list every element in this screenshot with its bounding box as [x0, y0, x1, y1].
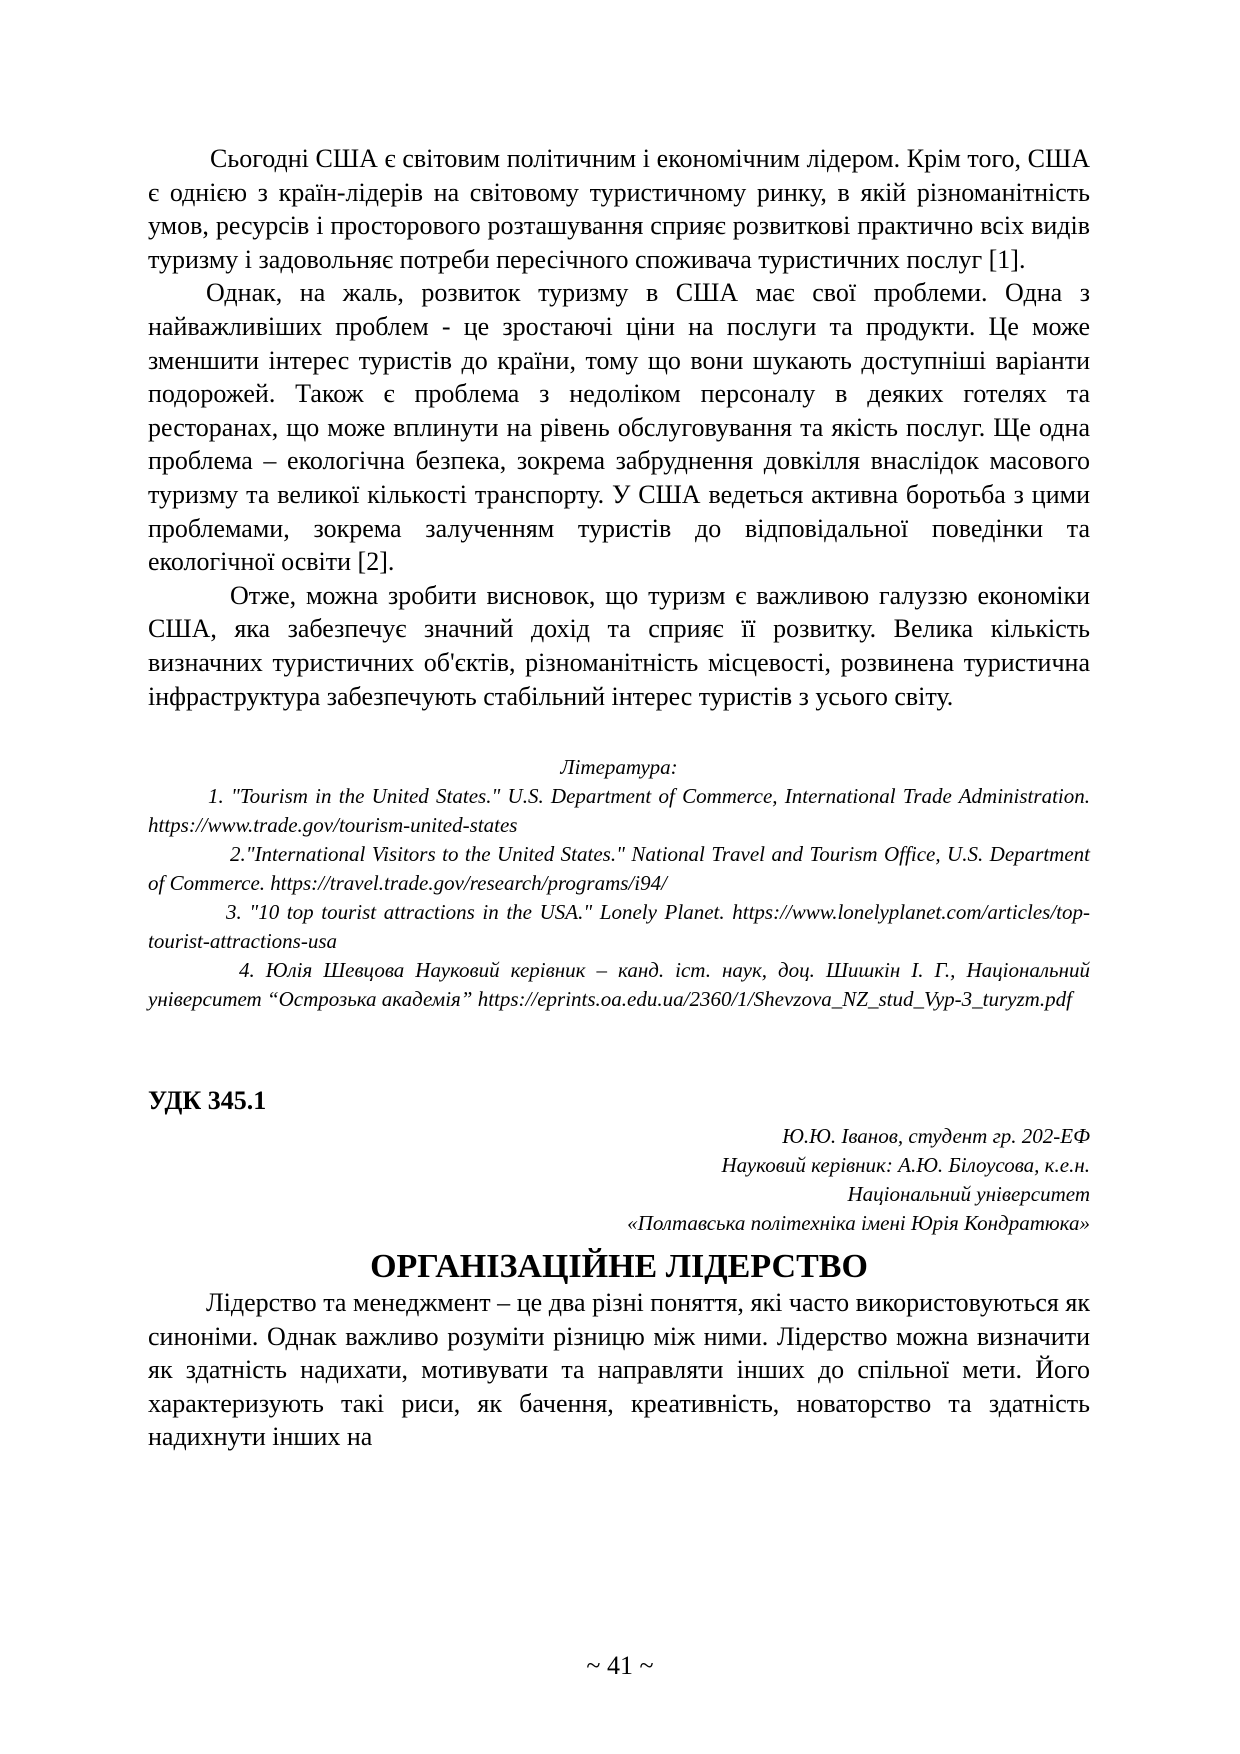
reference-item: 2."International Visitors to the United States." National Travel and Tourism Office, U.S. Department of Commerce. https://travel.trade.gov/research/programs/i94/ [148, 842, 1090, 896]
reference-item: 4. Юлія Шевцова Науковий керівник – канд. іст. наук, доц. Шишкін І. Г., Національний університет “Острозька академія” https://eprints.oa.edu.ua/2360/1/Shevzova_NZ_stud_Vyp-3_turyzm.pdf [148, 958, 1090, 1012]
reference-item: 1. "Tourism in the United States." U.S. Department of Commerce, International Trade Administration. https://www.trade.gov/tourism-united-states [148, 784, 1090, 838]
body-paragraph-1: Сьогодні США є світовим політичним і економічним лідером. Крім того, США є однією з країн-лідерів на світовому туристичному ринку, в якій різноманітність умов, ресурсів і просторового розташування сприяє розвиткові практично всіх видів туризму і задовольняє потреби пересічного споживача туристичних послуг [1]. [148, 144, 1090, 274]
body-paragraph-3: Отже, можна зробити висновок, що туризм є важливою галуззю економіки США, яка забезпечує значний дохід та сприяє її розвитку. Велика кількість визначних туристичних об'єктів, різноманітність місцевості, розвинена туристична інфраструктура забезпечують стабільний інтерес туристів з усього світу. [148, 580, 1090, 711]
university-line: Національний університет [847, 1182, 1090, 1207]
university-name-line: «Полтавська політехніка імені Юрія Кондратюка» [627, 1211, 1090, 1236]
body-paragraph-2: Однак, на жаль, розвиток туризму в США має свої проблеми. Одна з найважливіших проблем - це зростаючі ціни на послуги та продукти. Це може зменшити інтерес туристів до країни, тому що вони шукають доступніші варіанти подорожей. Також є проблема з недоліком персоналу в деяких готелях та ресторанах, що може вплинути на рівень обслуговування та якість послуг. Ще одна проблема – екологічна безпека, зокрема забруднення довкілля внаслідок масового туризму та великої кількості транспорту. У США ведеться активна боротьба з цими проблемами, зокрема залученням туристів до відповідальної поведінки та екологічної освіти [2]. [148, 278, 1090, 577]
references-section [148, 753, 1090, 1014]
article-title: ОРГАНІЗАЦІЙНЕ ЛІДЕРСТВО [370, 1248, 868, 1286]
author-block [148, 1122, 1090, 1238]
reference-item: 3. "10 top tourist attractions in the USA." Lonely Planet. https://www.lonelyplanet.com/articles/top-tourist-attractions-usa [148, 900, 1090, 954]
article-paragraph: Лідерство та менеджмент – це два різні поняття, які часто використовуються як синоніми. Однак важливо розуміти різницю між ними. Лідерство можна визначити як здатність надихати, мотивувати та направляти інших до спільної мети. Його характеризують такі риси, як бачення, креативність, новаторство та здатність надихнути інших на [148, 1288, 1090, 1452]
page-number: ~ 41 ~ [586, 1651, 654, 1680]
references-title: Література: [560, 755, 678, 780]
udk-code: УДК 345.1 [148, 1086, 267, 1116]
supervisor-line: Науковий керівник: А.Ю. Білоусова, к.е.н. [721, 1153, 1090, 1178]
author-line: Ю.Ю. Іванов, студент гр. 202-ЕФ [782, 1124, 1090, 1149]
document-page [148, 142, 1090, 1454]
